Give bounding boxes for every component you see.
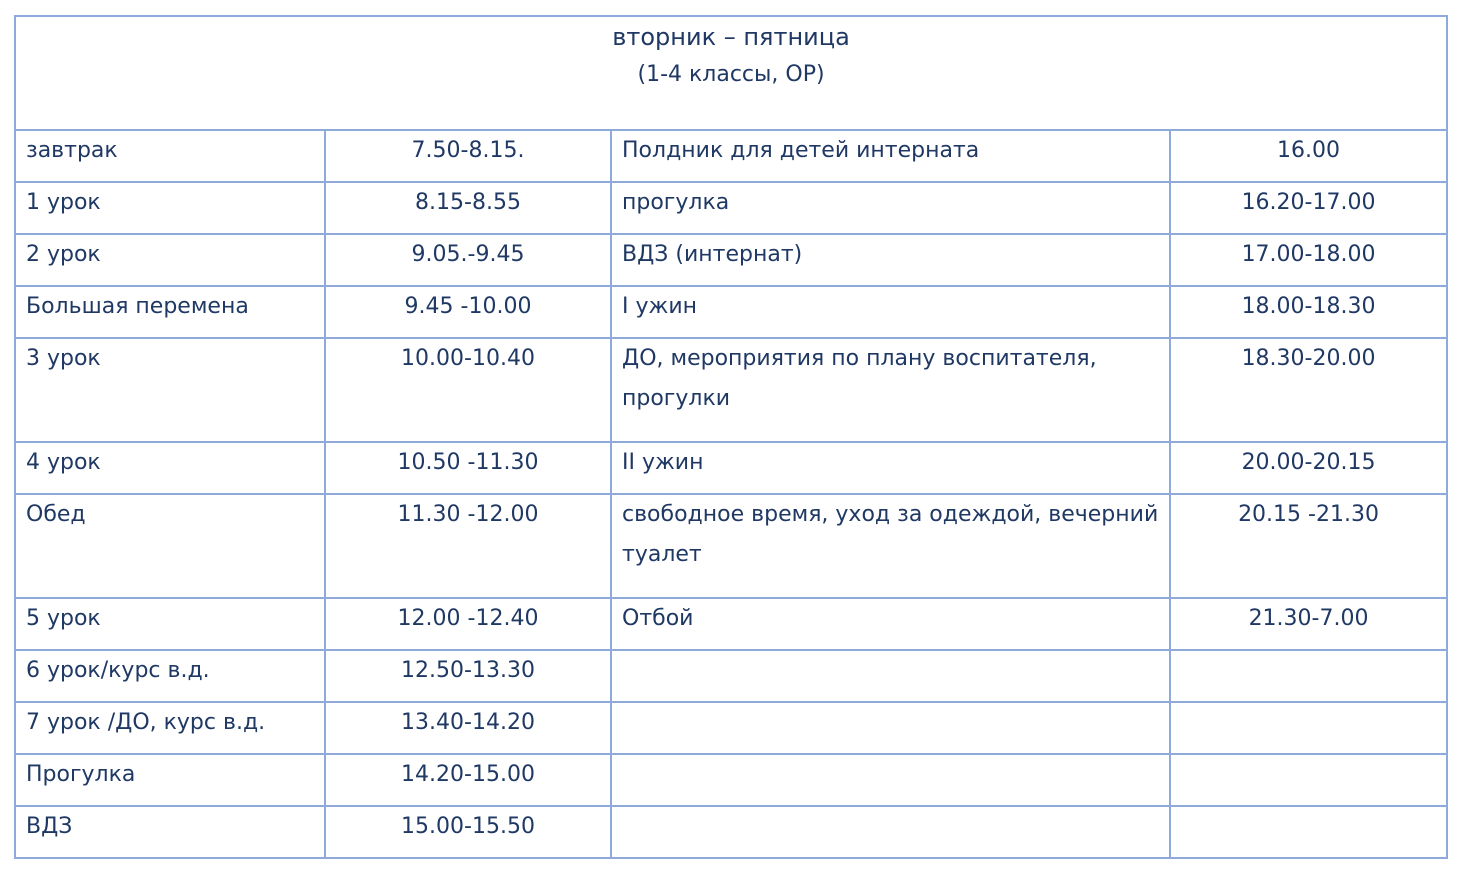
right-activity-cell: I ужин: [611, 286, 1170, 338]
table-row: [15, 130, 1447, 182]
left-time-cell: 9.45 -10.00: [325, 286, 611, 338]
right-time-cell: 16.20-17.00: [1170, 182, 1447, 234]
table-row: [15, 494, 1447, 598]
right-activity-cell: [611, 754, 1170, 806]
left-time-cell: 10.00-10.40: [325, 338, 611, 442]
left-activity-cell: Прогулка: [15, 754, 325, 806]
left-activity-cell: 1 урок: [15, 182, 325, 234]
left-time-cell: 15.00-15.50: [325, 806, 611, 858]
right-time-cell: [1170, 754, 1447, 806]
left-time-cell: 11.30 -12.00: [325, 494, 611, 598]
table-row: [15, 234, 1447, 286]
right-time-cell: 20.00-20.15: [1170, 442, 1447, 494]
right-activity-cell: ВДЗ (интернат): [611, 234, 1170, 286]
header-row: [15, 16, 1447, 130]
left-time-cell: 8.15-8.55: [325, 182, 611, 234]
left-activity-cell: Обед: [15, 494, 325, 598]
right-time-cell: [1170, 650, 1447, 702]
left-activity-cell: завтрак: [15, 130, 325, 182]
table-row: [15, 650, 1447, 702]
table-row: [15, 338, 1447, 442]
left-time-cell: 13.40-14.20: [325, 702, 611, 754]
left-activity-cell: Большая перемена: [15, 286, 325, 338]
right-activity-cell: Отбой: [611, 598, 1170, 650]
table-row: [15, 702, 1447, 754]
right-activity-cell: Полдник для детей интерната: [611, 130, 1170, 182]
right-time-cell: 17.00-18.00: [1170, 234, 1447, 286]
right-activity-cell: прогулка: [611, 182, 1170, 234]
schedule-table: [14, 15, 1448, 859]
table-row: [15, 182, 1447, 234]
left-activity-cell: 4 урок: [15, 442, 325, 494]
right-time-cell: 16.00: [1170, 130, 1447, 182]
schedule-subtitle: (1-4 классы, ОР): [637, 62, 825, 87]
right-time-cell: 20.15 -21.30: [1170, 494, 1447, 598]
left-time-cell: 12.50-13.30: [325, 650, 611, 702]
left-time-cell: 7.50-8.15.: [325, 130, 611, 182]
right-activity-cell: [611, 702, 1170, 754]
right-time-cell: 21.30-7.00: [1170, 598, 1447, 650]
right-activity-cell: II ужин: [611, 442, 1170, 494]
left-activity-cell: 3 урок: [15, 338, 325, 442]
right-activity-cell: ДО, мероприятия по плану воспитателя, прогулки: [611, 338, 1170, 442]
right-time-cell: 18.00-18.30: [1170, 286, 1447, 338]
right-activity-cell: [611, 806, 1170, 858]
left-activity-cell: ВДЗ: [15, 806, 325, 858]
left-activity-cell: 7 урок /ДО, курс в.д.: [15, 702, 325, 754]
right-activity-cell: [611, 650, 1170, 702]
table-row: [15, 286, 1447, 338]
schedule-title: вторник – пятница: [612, 23, 850, 51]
left-activity-cell: 6 урок/курс в.д.: [15, 650, 325, 702]
table-row: [15, 806, 1447, 858]
left-activity-cell: 2 урок: [15, 234, 325, 286]
left-time-cell: 12.00 -12.40: [325, 598, 611, 650]
table-row: [15, 598, 1447, 650]
left-time-cell: 10.50 -11.30: [325, 442, 611, 494]
left-time-cell: 14.20-15.00: [325, 754, 611, 806]
table-row: [15, 442, 1447, 494]
right-time-cell: [1170, 702, 1447, 754]
header-cell: [15, 16, 1447, 130]
left-activity-cell: 5 урок: [15, 598, 325, 650]
right-time-cell: 18.30-20.00: [1170, 338, 1447, 442]
left-time-cell: 9.05.-9.45: [325, 234, 611, 286]
right-time-cell: [1170, 806, 1447, 858]
table-row: [15, 754, 1447, 806]
right-activity-cell: свободное время, уход за одеждой, вечерний туалет: [611, 494, 1170, 598]
